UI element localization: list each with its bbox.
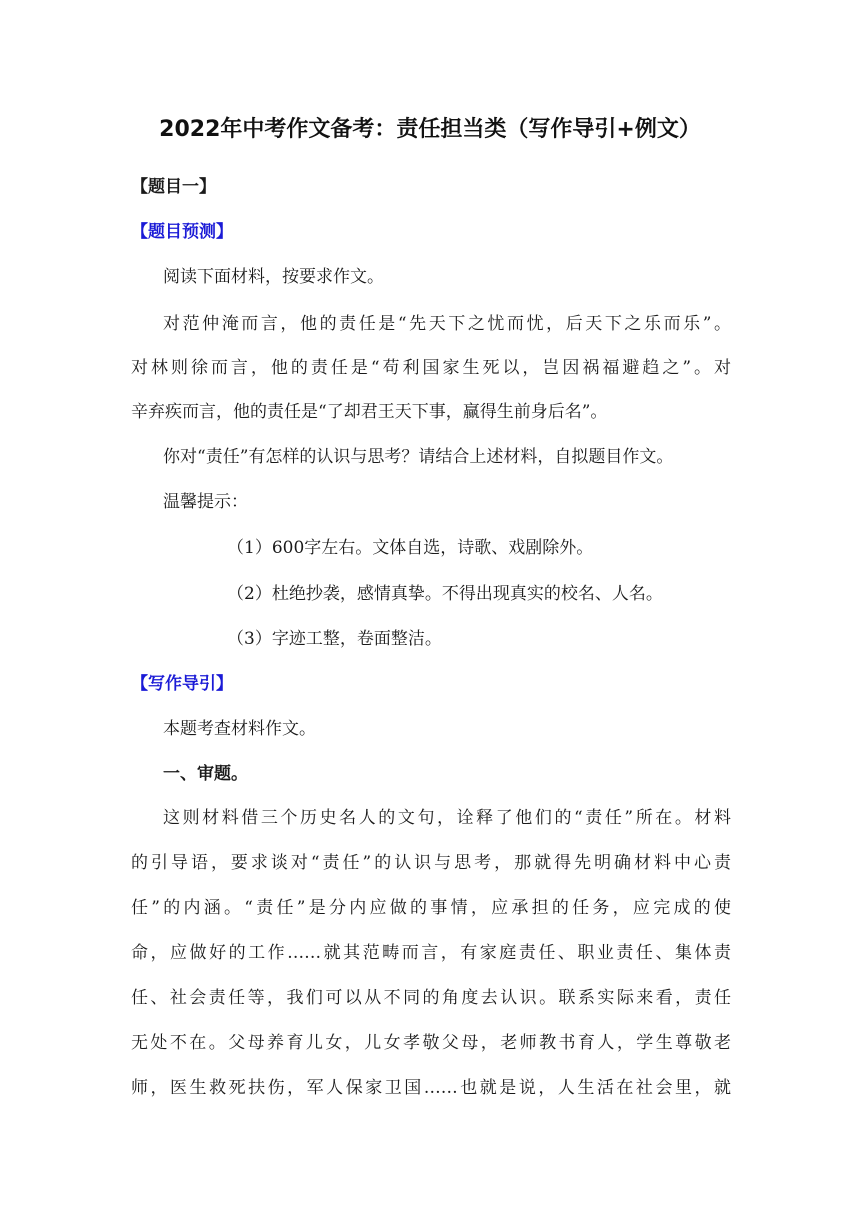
material-line: 对林则徐而言，他的责任是“苟利国家生死以，岂因祸福避趋之”。对 — [131, 358, 731, 378]
material-line: 对范仲淹而言，他的责任是“先天下之忧而忧，后天下之乐而乐”。 — [163, 314, 731, 334]
tip-item: （1）600字左右。文体自选，诗歌、戏剧除外。 — [227, 538, 594, 558]
analysis-line: 任、社会责任等，我们可以从不同的角度去认识。联系实际来看，责任 — [131, 988, 731, 1008]
tip-item: （3）字迹工整，卷面整洁。 — [227, 629, 442, 649]
analysis-line: 命，应做好的工作……就其范畴而言，有家庭责任、职业责任、集体责 — [131, 943, 731, 963]
analysis-line: 无处不在。父母养育儿女，儿女孝敬父母，老师教书育人，学生尊敬老 — [131, 1033, 731, 1053]
tip-item: （2）杜绝抄袭，感情真挚。不得出现真实的校名、人名。 — [227, 584, 663, 604]
heading-writing-guide: 【写作导引】 — [131, 674, 233, 694]
section-heading: 一、审题。 — [163, 764, 248, 784]
analysis-line: 师，医生救死扶伤，军人保家卫国……也就是说，人生活在社会里，就 — [131, 1078, 731, 1098]
guide-intro: 本题考查材料作文。 — [163, 719, 316, 739]
analysis-line: 的引导语，要求谈对“责任”的认识与思考，那就得先明确材料中心责 — [131, 853, 731, 873]
heading-prediction: 【题目预测】 — [131, 222, 233, 242]
prompt-intro: 阅读下面材料，按要求作文。 — [163, 267, 384, 287]
material-line: 辛弃疾而言，他的责任是“了却君王天下事，赢得生前身后名”。 — [131, 402, 608, 422]
tips-label: 温馨提示： — [163, 492, 248, 512]
heading-topic-one: 【题目一】 — [131, 177, 216, 197]
analysis-line: 这则材料借三个历史名人的文句，诠释了他们的“责任”所在。材料 — [163, 808, 731, 828]
page-title: 2022年中考作文备考：责任担当类（写作导引+例文） — [159, 117, 701, 142]
question-text: 你对“责任”有怎样的认识与思考？请结合上述材料，自拟题目作文。 — [163, 447, 674, 467]
analysis-line: 任”的内涵。“责任”是分内应做的事情，应承担的任务，应完成的使 — [131, 898, 731, 918]
